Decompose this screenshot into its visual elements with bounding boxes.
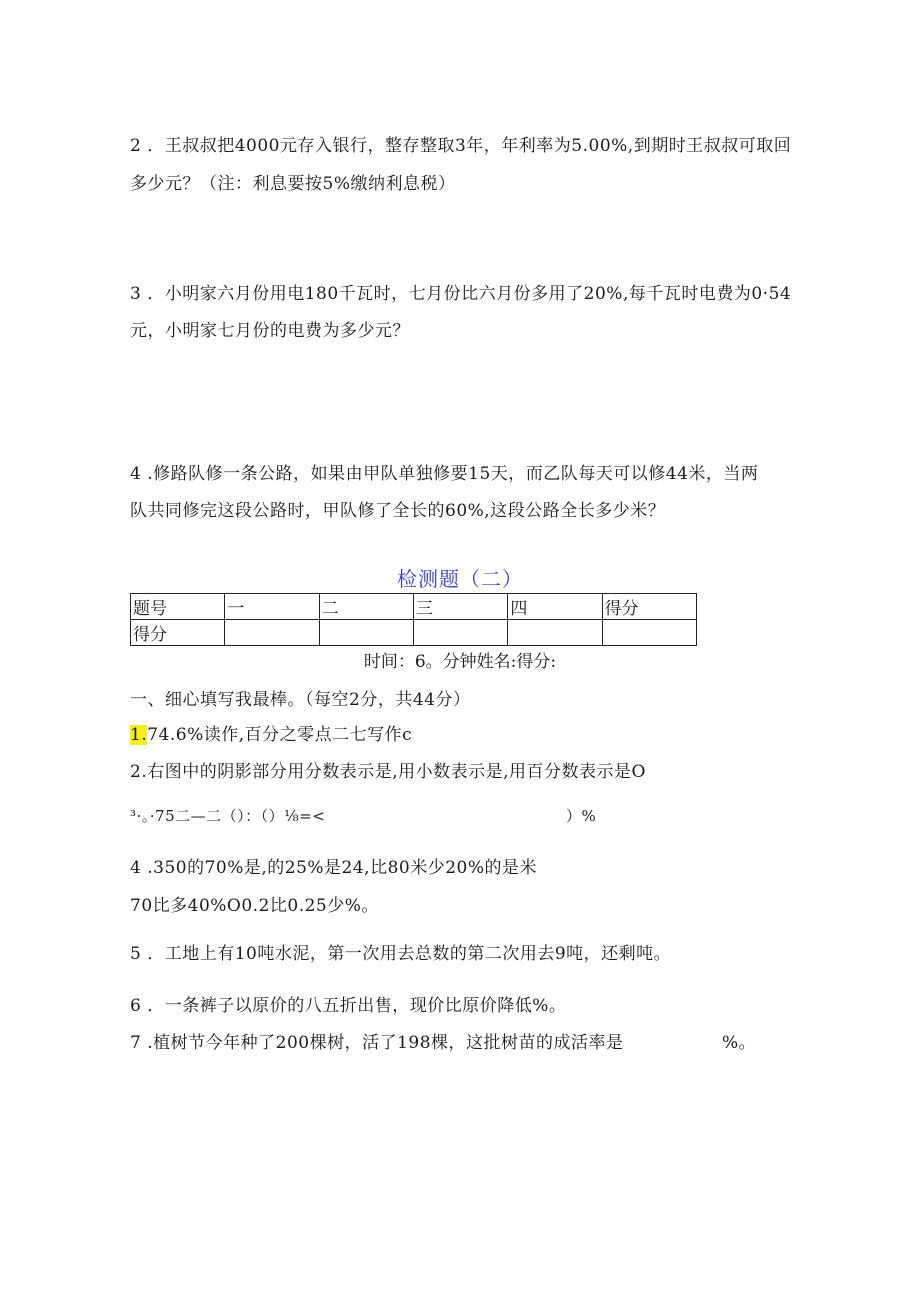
problem-2-line-2: 多少元？（注：利息要按5%缴纳利息税） bbox=[130, 174, 456, 194]
table-cell: 二 bbox=[319, 594, 413, 620]
table-cell[interactable] bbox=[508, 620, 602, 646]
problem-2-line-1: 2 ．王叔叔把4000元存入银行，整存整取3年，年利率为5.00%,到期时王叔叔可取回 bbox=[130, 136, 792, 156]
question-3-left: ³·。·75二—二（）：（）⅛=< bbox=[130, 807, 326, 825]
question-6: 6 ．一条裤子以原价的八五折出售，现价比原价降低%。 bbox=[130, 996, 567, 1016]
part1-heading: 一、细心填写我最棒。（每空2分，共44分） bbox=[130, 690, 471, 710]
table-cell[interactable] bbox=[602, 620, 696, 646]
question-4: 4 .350的70%是,的25%是24,比80米少20%的是米 bbox=[130, 858, 537, 878]
question-1 bbox=[130, 720, 412, 745]
table-cell: 三 bbox=[413, 594, 507, 620]
table-cell: 题号 bbox=[131, 594, 225, 620]
question-1-number: 1. bbox=[130, 725, 148, 745]
problem-4-line-2: 队共同修完这段公路时，甲队修了全长的60%,这段公路全长多少米？ bbox=[130, 501, 666, 521]
score-table-header-row bbox=[131, 594, 697, 620]
question-1-text: 74.6%读作,百分之零点二七写作c bbox=[147, 725, 413, 745]
table-cell: 得分 bbox=[131, 620, 225, 646]
score-table-row bbox=[131, 620, 697, 646]
table-cell[interactable] bbox=[225, 620, 319, 646]
problem-4-line-1: 4 .修路队修一条公路，如果由甲队单独修要15天，而乙队每天可以修44米，当两 bbox=[130, 464, 759, 484]
table-cell: 四 bbox=[508, 594, 602, 620]
table-cell: 一 bbox=[225, 594, 319, 620]
table-cell[interactable] bbox=[319, 620, 413, 646]
question-7-right: %。 bbox=[722, 1033, 757, 1053]
section-title: 检测题（二） bbox=[397, 567, 523, 591]
question-2: 2.右图中的阴影部分用分数表示是,用小数表示是,用百分数表示是O bbox=[130, 762, 646, 782]
table-cell: 得分 bbox=[602, 594, 696, 620]
problem-3-line-2: 元，小明家七月份的电费为多少元？ bbox=[130, 321, 410, 341]
question-3-right: ）% bbox=[566, 807, 597, 825]
time-name-score-line: 时间：6。分钟姓名:得分: bbox=[363, 652, 557, 672]
question-4b: 70比多40%O0.2比0.25少%。 bbox=[130, 896, 379, 916]
problem-3-line-1: 3 ．小明家六月份用电180千瓦时，七月份比六月份多用了20%,每千瓦时电费为0·54 bbox=[130, 284, 792, 304]
table-cell[interactable] bbox=[413, 620, 507, 646]
score-table bbox=[130, 593, 697, 646]
question-7-left: 7 .植树节今年种了200棵树，活了198棵，这批树苗的成活率是 bbox=[130, 1033, 624, 1053]
question-5: 5 ．工地上有10吨水泥，第一次用去总数的第二次用去9吨，还剩吨。 bbox=[130, 944, 672, 964]
